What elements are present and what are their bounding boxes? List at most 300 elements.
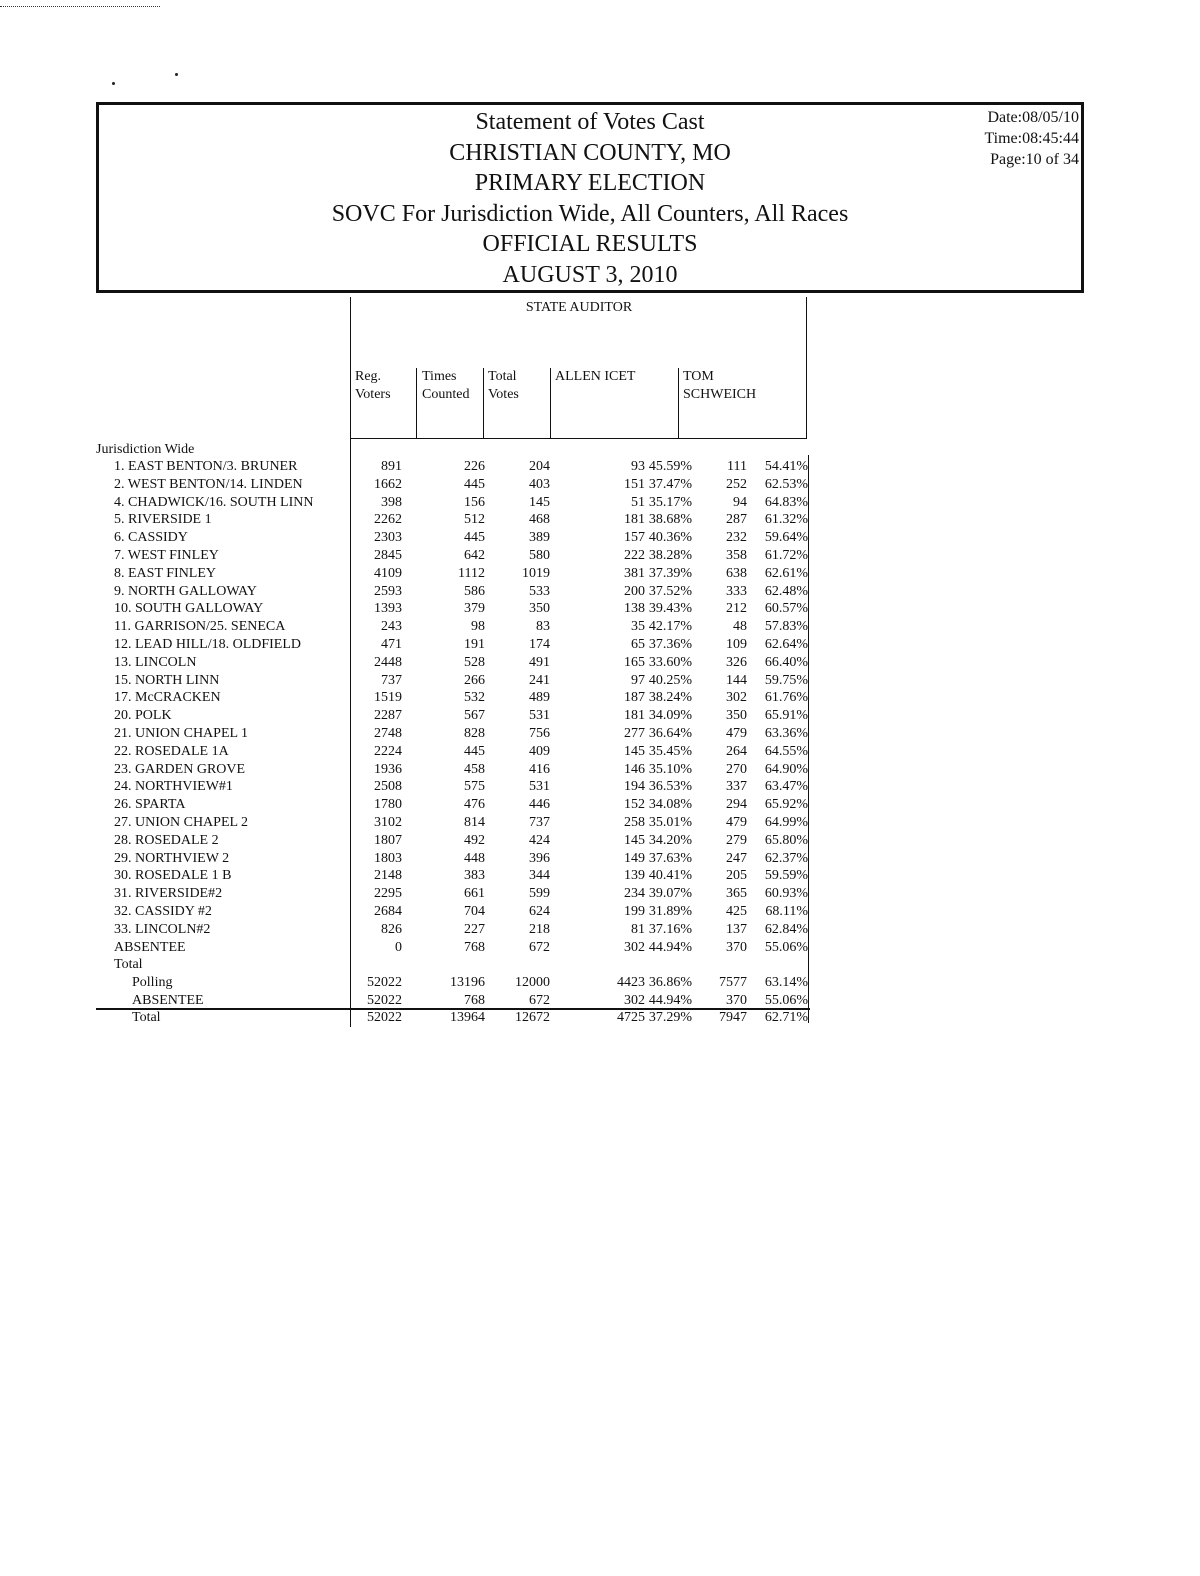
- cell-reg: 2224: [374, 743, 402, 759]
- cell-tv: 479: [726, 815, 747, 830]
- scan-speck: [175, 73, 178, 76]
- cell-total: 737: [529, 815, 550, 830]
- cell-times: 13964: [450, 1010, 485, 1025]
- cell-total: 533: [529, 583, 550, 599]
- cell-reg: 243: [381, 619, 402, 635]
- cell-av: 181: [624, 512, 645, 528]
- cell-name: 32. CASSIDY #2: [114, 904, 212, 919]
- cell-tp: 59.75%: [764, 672, 808, 688]
- cell-name: 6. CASSIDY: [114, 530, 188, 546]
- cell-av: 146: [624, 761, 645, 777]
- cell-ap: 35.45%: [648, 743, 692, 759]
- cell-name: 23. GARDEN GROVE: [114, 761, 246, 777]
- table-row: [96, 974, 810, 992]
- cell-ap: 45.59%: [648, 459, 692, 474]
- cell-name: ABSENTEE: [114, 939, 186, 955]
- cell-tv: 264: [726, 743, 747, 759]
- cell-tv: 205: [726, 868, 747, 884]
- cell-tp: 62.53%: [764, 476, 808, 492]
- cell-av: 145: [624, 832, 645, 848]
- cell-times: 227: [464, 921, 485, 937]
- cell-tp: 65.80%: [764, 832, 808, 848]
- table-row: [96, 600, 810, 618]
- cell-av: 138: [624, 601, 645, 617]
- total-label: Total: [114, 957, 143, 972]
- cell-reg: 2148: [374, 868, 402, 884]
- cell-times: 1112: [458, 565, 485, 581]
- cell-reg: 52022: [367, 992, 402, 1008]
- cell-times: 661: [464, 886, 485, 902]
- col-label: Voters: [355, 387, 391, 402]
- cell-ap: 36.53%: [648, 779, 692, 795]
- cell-tp: 66.40%: [764, 654, 808, 670]
- race-title: STATE AUDITOR: [525, 300, 633, 315]
- cell-total: 491: [529, 654, 550, 670]
- table-row: [96, 583, 810, 601]
- cell-tp: 62.84%: [764, 921, 808, 937]
- cell-tp: 57.83%: [764, 619, 808, 635]
- cell-av: 51: [631, 494, 645, 510]
- table-rule: [806, 297, 807, 439]
- cell-tv: 333: [726, 583, 747, 599]
- cell-reg: 1662: [374, 476, 402, 492]
- cell-times: 445: [464, 743, 485, 759]
- cell-tv: 326: [726, 654, 747, 670]
- cell-total: 145: [529, 494, 550, 510]
- report-time: Time:08:45:44: [984, 130, 1079, 147]
- table-row: [96, 547, 810, 565]
- table-row: [96, 511, 810, 529]
- cell-tv: 247: [726, 850, 747, 866]
- cell-tv: 337: [726, 779, 747, 795]
- cell-name: 5. RIVERSIDE 1: [114, 512, 212, 528]
- col-times-counted: [422, 368, 469, 404]
- table-row: [96, 707, 810, 725]
- cell-reg: 1936: [374, 761, 402, 777]
- cell-av: 151: [624, 476, 645, 492]
- cell-times: 512: [464, 512, 485, 528]
- election-date: AUGUST 3, 2010: [502, 262, 678, 288]
- table-rule: [416, 368, 417, 439]
- cell-ap: 36.86%: [648, 975, 692, 990]
- results-status: OFFICIAL RESULTS: [482, 231, 698, 257]
- cell-av: 145: [624, 743, 645, 759]
- cell-tp: 55.06%: [764, 992, 808, 1008]
- table-row: [96, 903, 810, 921]
- cell-tv: 302: [726, 690, 747, 706]
- cell-total: 756: [529, 726, 550, 741]
- col-total-votes: [488, 368, 519, 404]
- col-label: SCHWEICH: [683, 387, 757, 402]
- table-row: [96, 476, 810, 494]
- cell-reg: 2448: [374, 654, 402, 670]
- cell-reg: 1807: [374, 832, 402, 848]
- cell-name: Polling: [132, 975, 173, 990]
- cell-av: 4423: [617, 975, 645, 990]
- cell-total: 12000: [515, 975, 550, 990]
- cell-name: 29. NORTHVIEW 2: [114, 850, 230, 866]
- cell-total: 204: [529, 459, 550, 474]
- cell-tp: 63.47%: [764, 779, 808, 795]
- cell-tv: 252: [726, 476, 747, 492]
- cell-name: 13. LINCOLN: [114, 654, 197, 670]
- cell-name: 22. ROSEDALE 1A: [114, 743, 229, 759]
- cell-ap: 37.47%: [648, 476, 692, 492]
- cell-times: 445: [464, 476, 485, 492]
- cell-av: 234: [624, 886, 645, 902]
- cell-ap: 40.36%: [648, 530, 692, 546]
- cell-tp: 55.06%: [764, 939, 808, 955]
- cell-tp: 64.55%: [764, 743, 808, 759]
- cell-total: 403: [529, 476, 550, 492]
- col-label: Counted: [422, 387, 470, 402]
- total-rule: [96, 1008, 810, 1010]
- table-rule: [483, 368, 484, 439]
- cell-ap: 31.89%: [648, 904, 692, 919]
- report-page: Page:10 of 34: [990, 151, 1079, 168]
- cell-av: 302: [624, 992, 645, 1008]
- col-reg-voters: [355, 368, 391, 404]
- cell-ap: 34.09%: [648, 708, 692, 724]
- cell-total: 531: [529, 779, 550, 795]
- cell-av: 165: [624, 654, 645, 670]
- cell-ap: 34.20%: [648, 832, 692, 848]
- cell-total: 396: [529, 850, 550, 866]
- cell-tv: 111: [727, 459, 747, 474]
- cell-tv: 212: [726, 601, 747, 617]
- cell-total: 344: [529, 868, 550, 884]
- cell-tv: 370: [726, 939, 747, 955]
- report-date: Date:08/05/10: [987, 109, 1079, 126]
- cell-reg: 2287: [374, 708, 402, 724]
- cell-times: 532: [464, 690, 485, 706]
- cell-ap: 37.63%: [648, 850, 692, 866]
- cell-reg: 2748: [374, 726, 402, 741]
- cell-ap: 35.10%: [648, 761, 692, 777]
- cell-total: 409: [529, 743, 550, 759]
- cell-av: 152: [624, 797, 645, 813]
- report-title: Statement of Votes Cast: [475, 109, 705, 135]
- cell-times: 528: [464, 654, 485, 670]
- cell-ap: 37.29%: [648, 1010, 692, 1025]
- table-row: [96, 529, 810, 547]
- cell-ap: 39.07%: [648, 886, 692, 902]
- cell-total: 83: [536, 619, 550, 635]
- cell-tv: 270: [726, 761, 747, 777]
- table-row: [96, 1009, 810, 1027]
- cell-times: 575: [464, 779, 485, 795]
- cell-av: 157: [624, 530, 645, 546]
- cell-tv: 365: [726, 886, 747, 902]
- cell-tv: 232: [726, 530, 747, 546]
- cell-av: 258: [624, 815, 645, 830]
- cell-av: 149: [624, 850, 645, 866]
- cell-av: 181: [624, 708, 645, 724]
- cell-tp: 62.61%: [764, 565, 808, 581]
- cell-name: 24. NORTHVIEW#1: [114, 779, 233, 795]
- col-label: ALLEN ICET: [555, 369, 636, 384]
- cell-ap: 42.17%: [648, 619, 692, 635]
- cell-total: 389: [529, 530, 550, 546]
- cell-reg: 4109: [374, 565, 402, 581]
- cell-total: 424: [529, 832, 550, 848]
- table-row: [96, 725, 810, 743]
- cell-ap: 35.01%: [648, 815, 692, 830]
- cell-tp: 63.14%: [764, 975, 808, 990]
- cell-name: 30. ROSEDALE 1 B: [114, 868, 232, 884]
- cell-reg: 737: [381, 672, 402, 688]
- cell-name: 10. SOUTH GALLOWAY: [114, 601, 264, 617]
- cell-tv: 358: [726, 548, 747, 563]
- col-candidate-1: [555, 368, 635, 386]
- table-rule: [678, 368, 679, 439]
- cell-name: 2. WEST BENTON/14. LINDEN: [114, 476, 303, 492]
- cell-tv: 144: [726, 672, 747, 688]
- cell-total: 12672: [515, 1010, 550, 1025]
- cell-tv: 287: [726, 512, 747, 528]
- cell-tp: 64.99%: [764, 815, 808, 830]
- cell-ap: 40.25%: [648, 672, 692, 688]
- cell-tv: 294: [726, 797, 747, 813]
- cell-av: 302: [624, 939, 645, 955]
- cell-total: 446: [529, 797, 550, 813]
- cell-name: 1. EAST BENTON/3. BRUNER: [114, 459, 298, 474]
- cell-reg: 3102: [374, 815, 402, 830]
- cell-tp: 64.90%: [764, 761, 808, 777]
- col-label: Reg.: [355, 369, 382, 384]
- cell-name: 15. NORTH LINN: [114, 672, 220, 688]
- table-rule: [550, 368, 551, 439]
- table-row: [96, 921, 810, 939]
- cell-reg: 2295: [374, 886, 402, 902]
- cell-name: 28. ROSEDALE 2: [114, 832, 219, 848]
- cell-name: 7. WEST FINLEY: [114, 548, 219, 563]
- table-row: [96, 992, 810, 1010]
- cell-total: 599: [529, 886, 550, 902]
- cell-av: 277: [624, 726, 645, 741]
- table-row: [96, 689, 810, 707]
- cell-total: 241: [529, 672, 550, 688]
- table-row: [96, 565, 810, 583]
- table-row: [96, 761, 810, 779]
- cell-ap: 37.39%: [648, 565, 692, 581]
- cell-av: 381: [624, 565, 645, 581]
- cell-tp: 65.91%: [764, 708, 808, 724]
- cell-tv: 137: [726, 921, 747, 937]
- cell-reg: 2262: [374, 512, 402, 528]
- cell-ap: 37.36%: [648, 637, 692, 652]
- cell-av: 222: [624, 548, 645, 563]
- table-row: [96, 832, 810, 850]
- cell-name: 12. LEAD HILL/18. OLDFIELD: [114, 637, 302, 652]
- cell-tp: 64.83%: [764, 494, 808, 510]
- county-name: CHRISTIAN COUNTY, MO: [449, 140, 731, 166]
- cell-ap: 38.24%: [648, 690, 692, 706]
- cell-reg: 2845: [374, 548, 402, 563]
- cell-name: 11. GARRISON/25. SENECA: [114, 619, 286, 635]
- cell-ap: 40.41%: [648, 868, 692, 884]
- cell-ap: 33.60%: [648, 654, 692, 670]
- cell-times: 768: [464, 939, 485, 955]
- cell-total: 416: [529, 761, 550, 777]
- cell-reg: 0: [395, 939, 402, 955]
- cell-ap: 35.17%: [648, 494, 692, 510]
- cell-ap: 34.08%: [648, 797, 692, 813]
- col-candidate-2: [683, 368, 756, 404]
- report-meta: [984, 107, 1079, 170]
- cell-times: 814: [464, 815, 485, 830]
- cell-tp: 65.92%: [764, 797, 808, 813]
- cell-reg: 1519: [374, 690, 402, 706]
- cell-reg: 471: [381, 637, 402, 652]
- cell-name: 9. NORTH GALLOWAY: [114, 583, 257, 599]
- cell-tp: 59.59%: [764, 868, 808, 884]
- cell-name: 31. RIVERSIDE#2: [114, 886, 223, 902]
- cell-tv: 48: [733, 619, 747, 635]
- cell-name: ABSENTEE: [132, 992, 204, 1008]
- cell-tp: 63.36%: [764, 726, 808, 741]
- cell-times: 156: [464, 494, 485, 510]
- cell-ap: 38.28%: [648, 548, 692, 563]
- table-row: [96, 654, 810, 672]
- cell-tv: 350: [726, 708, 747, 724]
- col-label: Votes: [488, 387, 519, 402]
- cell-tv: 425: [726, 904, 747, 919]
- cell-reg: 52022: [367, 1010, 402, 1025]
- cell-tp: 61.72%: [764, 548, 808, 563]
- cell-total: 1019: [522, 565, 550, 581]
- section-label: Jurisdiction Wide: [96, 442, 195, 457]
- cell-name: 4. CHADWICK/16. SOUTH LINN: [114, 494, 314, 510]
- cell-tp: 62.71%: [764, 1010, 808, 1025]
- cell-total: 672: [529, 992, 550, 1008]
- cell-name: 21. UNION CHAPEL 1: [114, 726, 249, 741]
- cell-times: 191: [464, 637, 485, 652]
- cell-av: 199: [624, 904, 645, 919]
- cell-times: 586: [464, 583, 485, 599]
- cell-ap: 37.52%: [648, 583, 692, 599]
- cell-times: 492: [464, 832, 485, 848]
- cell-times: 448: [464, 850, 485, 866]
- cell-total: 489: [529, 690, 550, 706]
- cell-name: 8. EAST FINLEY: [114, 565, 217, 581]
- cell-av: 4725: [617, 1010, 645, 1025]
- cell-times: 266: [464, 672, 485, 688]
- cell-ap: 37.16%: [648, 921, 692, 937]
- table-row: [96, 618, 810, 636]
- cell-av: 97: [631, 672, 645, 688]
- table-rule: [350, 438, 807, 439]
- cell-reg: 1393: [374, 601, 402, 617]
- col-label: Total: [488, 369, 517, 384]
- cell-tv: 94: [733, 494, 747, 510]
- cell-av: 65: [631, 637, 645, 652]
- cell-times: 383: [464, 868, 485, 884]
- table-row: [96, 672, 810, 690]
- cell-ap: 39.43%: [648, 601, 692, 617]
- cell-times: 642: [464, 548, 485, 563]
- table-row: [96, 885, 810, 903]
- cell-tp: 62.37%: [764, 850, 808, 866]
- cell-tp: 54.41%: [764, 459, 808, 474]
- cell-tp: 61.32%: [764, 512, 808, 528]
- cell-reg: 1780: [374, 797, 402, 813]
- cell-times: 445: [464, 530, 485, 546]
- table-row: [96, 458, 810, 476]
- cell-times: 567: [464, 708, 485, 724]
- cell-times: 458: [464, 761, 485, 777]
- cell-total: 531: [529, 708, 550, 724]
- cell-reg: 1803: [374, 850, 402, 866]
- cell-av: 187: [624, 690, 645, 706]
- cell-reg: 2684: [374, 904, 402, 919]
- cell-av: 93: [631, 459, 645, 474]
- cell-total: 174: [529, 637, 550, 652]
- table-row: [96, 867, 810, 885]
- table-row: [96, 796, 810, 814]
- cell-name: 27. UNION CHAPEL 2: [114, 815, 249, 830]
- table-row: [96, 939, 810, 957]
- scan-speck: [112, 82, 115, 85]
- cell-av: 139: [624, 868, 645, 884]
- cell-ap: 38.68%: [648, 512, 692, 528]
- cell-av: 81: [631, 921, 645, 937]
- col-label: TOM: [683, 369, 714, 384]
- cell-total: 468: [529, 512, 550, 528]
- cell-total: 672: [529, 939, 550, 955]
- cell-total: 580: [529, 548, 550, 563]
- cell-name: 17. McCRACKEN: [114, 690, 221, 706]
- cell-av: 194: [624, 779, 645, 795]
- cell-tp: 61.76%: [764, 690, 808, 706]
- cell-tv: 638: [726, 565, 747, 581]
- cell-ap: 44.94%: [648, 992, 692, 1008]
- cell-name: Total: [132, 1010, 161, 1025]
- cell-tv: 370: [726, 992, 747, 1008]
- cell-tv: 279: [726, 832, 747, 848]
- cell-tp: 62.64%: [764, 637, 808, 652]
- table-row: [96, 743, 810, 761]
- cell-times: 226: [464, 459, 485, 474]
- report-scope: SOVC For Jurisdiction Wide, All Counters, All Races: [331, 201, 849, 227]
- cell-av: 35: [631, 619, 645, 635]
- table-row: [96, 778, 810, 796]
- table-row: [96, 814, 810, 832]
- cell-reg: 2508: [374, 779, 402, 795]
- cell-ap: 36.64%: [648, 726, 692, 741]
- cell-name: 26. SPARTA: [114, 797, 186, 813]
- cell-tp: 62.48%: [764, 583, 808, 599]
- cell-tp: 68.11%: [765, 904, 808, 919]
- cell-tp: 60.93%: [764, 886, 808, 902]
- cell-tv: 109: [726, 637, 747, 652]
- cell-times: 379: [464, 601, 485, 617]
- cell-times: 768: [464, 992, 485, 1008]
- cell-ap: 44.94%: [648, 939, 692, 955]
- cell-reg: 398: [381, 494, 402, 510]
- cell-reg: 826: [381, 921, 402, 937]
- cell-tp: 60.57%: [764, 601, 808, 617]
- cell-times: 704: [464, 904, 485, 919]
- election-name: PRIMARY ELECTION: [474, 170, 706, 196]
- cell-name: 20. POLK: [114, 708, 172, 724]
- table-row: [96, 494, 810, 512]
- cell-reg: 2303: [374, 530, 402, 546]
- cell-tp: 59.64%: [764, 530, 808, 546]
- table-row: [96, 636, 810, 654]
- cell-tv: 479: [726, 726, 747, 741]
- cell-reg: 52022: [367, 975, 402, 990]
